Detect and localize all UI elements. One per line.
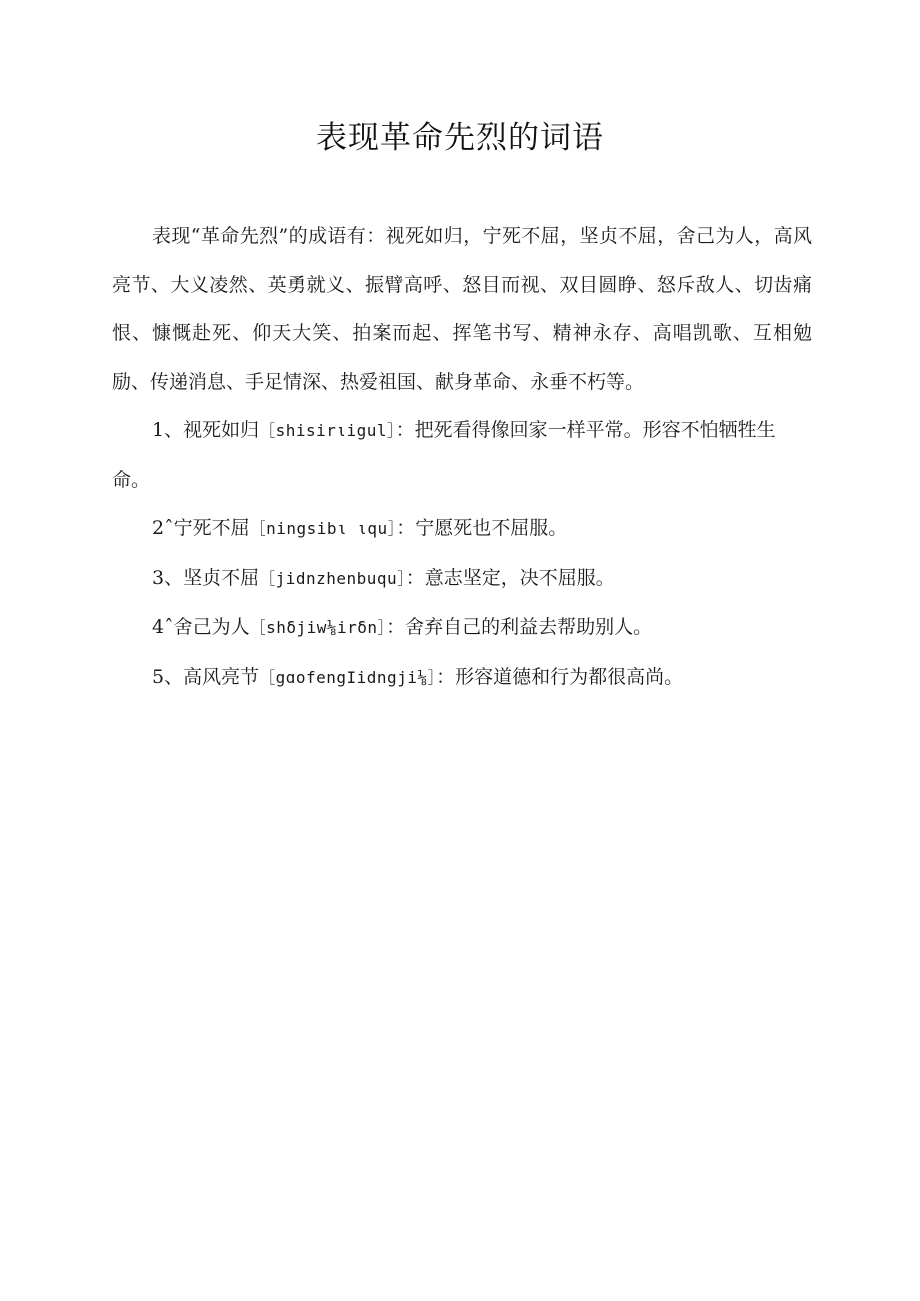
idiom-entry-5 (112, 653, 812, 703)
idiom-pinyin: ［ningsibι ιqu］ (249, 519, 397, 538)
document-body (112, 212, 812, 702)
idiom-definition: ：形容道德和行为都很高尚。 (436, 665, 684, 688)
idiom-pinyin: ［gɑofengIidngji⅛］ (259, 667, 437, 687)
idiom-term: 4ˆ舍己为人 (152, 616, 250, 638)
idiom-entry-2 (112, 504, 812, 554)
idiom-term: 3、坚贞不屈 (152, 566, 260, 589)
idiom-term: 5、高风亮节 (152, 665, 260, 688)
idiom-entry-3 (112, 554, 812, 604)
idiom-definition: ：意志坚定，决不屈服。 (405, 566, 615, 589)
page-title: 表现革命先烈的词语 (316, 120, 604, 156)
idiom-entry-1 (112, 406, 812, 504)
idiom-pinyin: ［shδjiw⅛irδn］ (249, 618, 387, 637)
idiom-pinyin: ［shisirιigul］ (259, 421, 396, 440)
idiom-term: 1、视死如归 (152, 419, 260, 441)
idiom-definition: ：宁愿死也不屈服。 (396, 517, 568, 539)
idiom-definition: ：舍弃自己的利益去帮助别人。 (386, 616, 653, 638)
idiom-entry-4 (112, 603, 812, 653)
intro-paragraph: 表现“革命先烈”的成语有：视死如归，宁死不屈，坚贞不屈，舍己为人，高风亮节、大义凌然、英勇就义、振臂高呼、怒目而视、双目圆睁、怒斥敌人、切齿痛恨、慷慨赴死、仰天大笑、拍案而起、挥笔书写、精神永存、高唱凯歌、互相勉励、传递消息、手足情深、热爱祖国、献身革命、永垂不朽等。 (112, 225, 812, 393)
idiom-term: 2ˆ宁死不屈 (152, 517, 250, 539)
idiom-definition: ：把死看得像回家一样平常。形容不怕牺牲生命。 (112, 419, 776, 491)
idiom-pinyin: ［jidnzhenbuqu］ (259, 568, 406, 588)
